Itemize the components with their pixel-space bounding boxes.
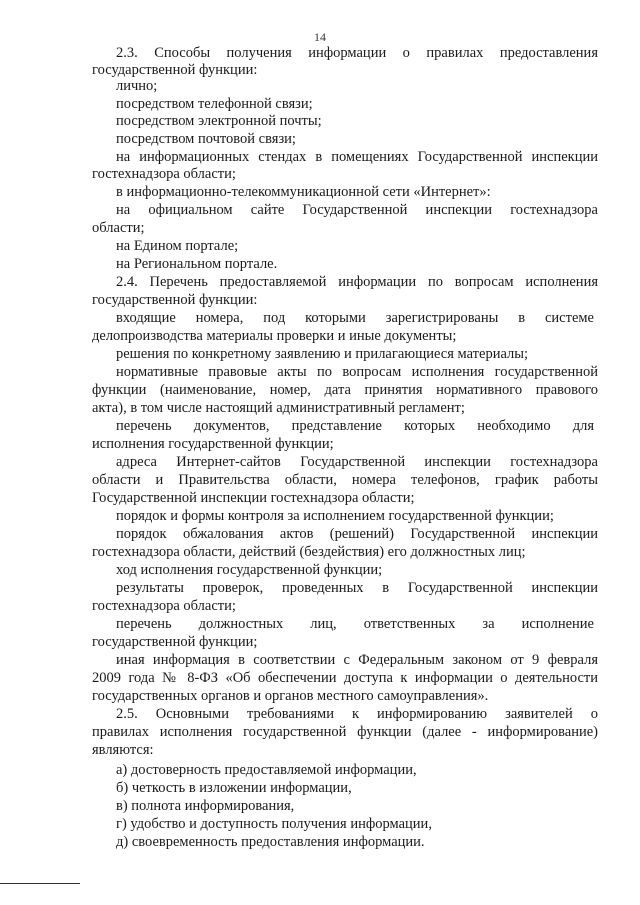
text-line: 2.5. Основными требованиями к информированию заявителей о — [116, 706, 598, 722]
text-line: б) четкость в изложении информации, — [116, 780, 352, 796]
text-line: д) своевременность предоставления информации. — [116, 834, 425, 850]
text-line: адреса Интернет-сайтов Государственной инспекции гостехнадзора — [116, 454, 598, 470]
text-line: на информационных стендах в помещениях Государственной инспекции — [116, 149, 598, 165]
text-line: государственной функции; — [92, 634, 258, 650]
text-line: государственной функции: — [92, 292, 258, 308]
text-line: на Региональном портале. — [116, 256, 278, 272]
text-line: перечень должностных лиц, ответственных за исполнение — [116, 616, 594, 632]
text-line: нормативные правовые акты по вопросам исполнения государственной — [116, 364, 598, 380]
text-line: посредством почтовой связи; — [116, 131, 296, 147]
text-line: гостехнадзора области; — [92, 166, 236, 182]
text-line: государственной функции: — [92, 62, 258, 78]
text-line: акта), в том числе настоящий административный регламент; — [92, 400, 465, 416]
text-line: порядок и формы контроля за исполнением государственной функции; — [116, 508, 554, 524]
page-number: 14 — [314, 30, 326, 44]
text-line: перечень документов, представление которых необходимо для — [116, 418, 594, 434]
text-line: ход исполнения государственной функции; — [116, 562, 383, 578]
text-line: являются: — [92, 742, 154, 758]
text-line: Государственной инспекции гостехнадзора области; — [92, 490, 415, 506]
text-line: гостехнадзора области; — [92, 598, 236, 614]
text-line: делопроизводства материалы проверки и иные документы; — [92, 328, 457, 344]
text-line: области; — [92, 220, 145, 236]
text-line: посредством электронной почты; — [116, 113, 322, 129]
text-line: результаты проверок, проведенных в Государственной инспекции — [116, 580, 598, 596]
text-line: а) достоверность предоставляемой информации, — [116, 762, 417, 778]
text-line: области и Правительства области, номера телефонов, график работы — [92, 472, 598, 488]
text-line: входящие номера, под которыми зарегистрированы в системе — [116, 310, 594, 326]
text-line: на официальном сайте Государственной инспекции гостехнадзора — [116, 202, 598, 218]
text-line: г) удобство и доступность получения информации, — [116, 816, 432, 832]
text-line: решения по конкретному заявлению и прилагающиеся материалы; — [116, 346, 529, 362]
text-line: 2.3. Способы получения информации о правилах предоставления — [116, 45, 598, 61]
text-line: функции (наименование, номер, дата принятия нормативного правового — [92, 382, 598, 398]
text-line: правилах исполнения государственной функции (далее - информирование) — [92, 724, 598, 740]
text-line: в) полнота информирования, — [116, 798, 295, 814]
text-line: порядок обжалования актов (решений) Государственной инспекции — [116, 526, 598, 542]
text-line: 2.4. Перечень предоставляемой информации по вопросам исполнения — [116, 274, 598, 290]
text-line: государственных органов и органов местного самоуправления». — [92, 688, 489, 704]
text-line: на Едином портале; — [116, 238, 239, 254]
text-line: лично; — [116, 78, 158, 94]
text-line: 2009 года № 8-ФЗ «Об обеспечении доступа к информации о деятельности — [92, 670, 598, 686]
text-line: гостехнадзора области, действий (бездействия) его должностных лиц; — [92, 544, 526, 560]
text-line: посредством телефонной связи; — [116, 96, 313, 112]
footnote-separator — [0, 883, 80, 884]
text-line: исполнения государственной функции; — [92, 436, 334, 452]
text-line: иная информация в соответствии с Федеральным законом от 9 февраля — [116, 652, 598, 668]
text-line: в информационно-телекоммуникационной сети «Интернет»: — [116, 184, 491, 200]
